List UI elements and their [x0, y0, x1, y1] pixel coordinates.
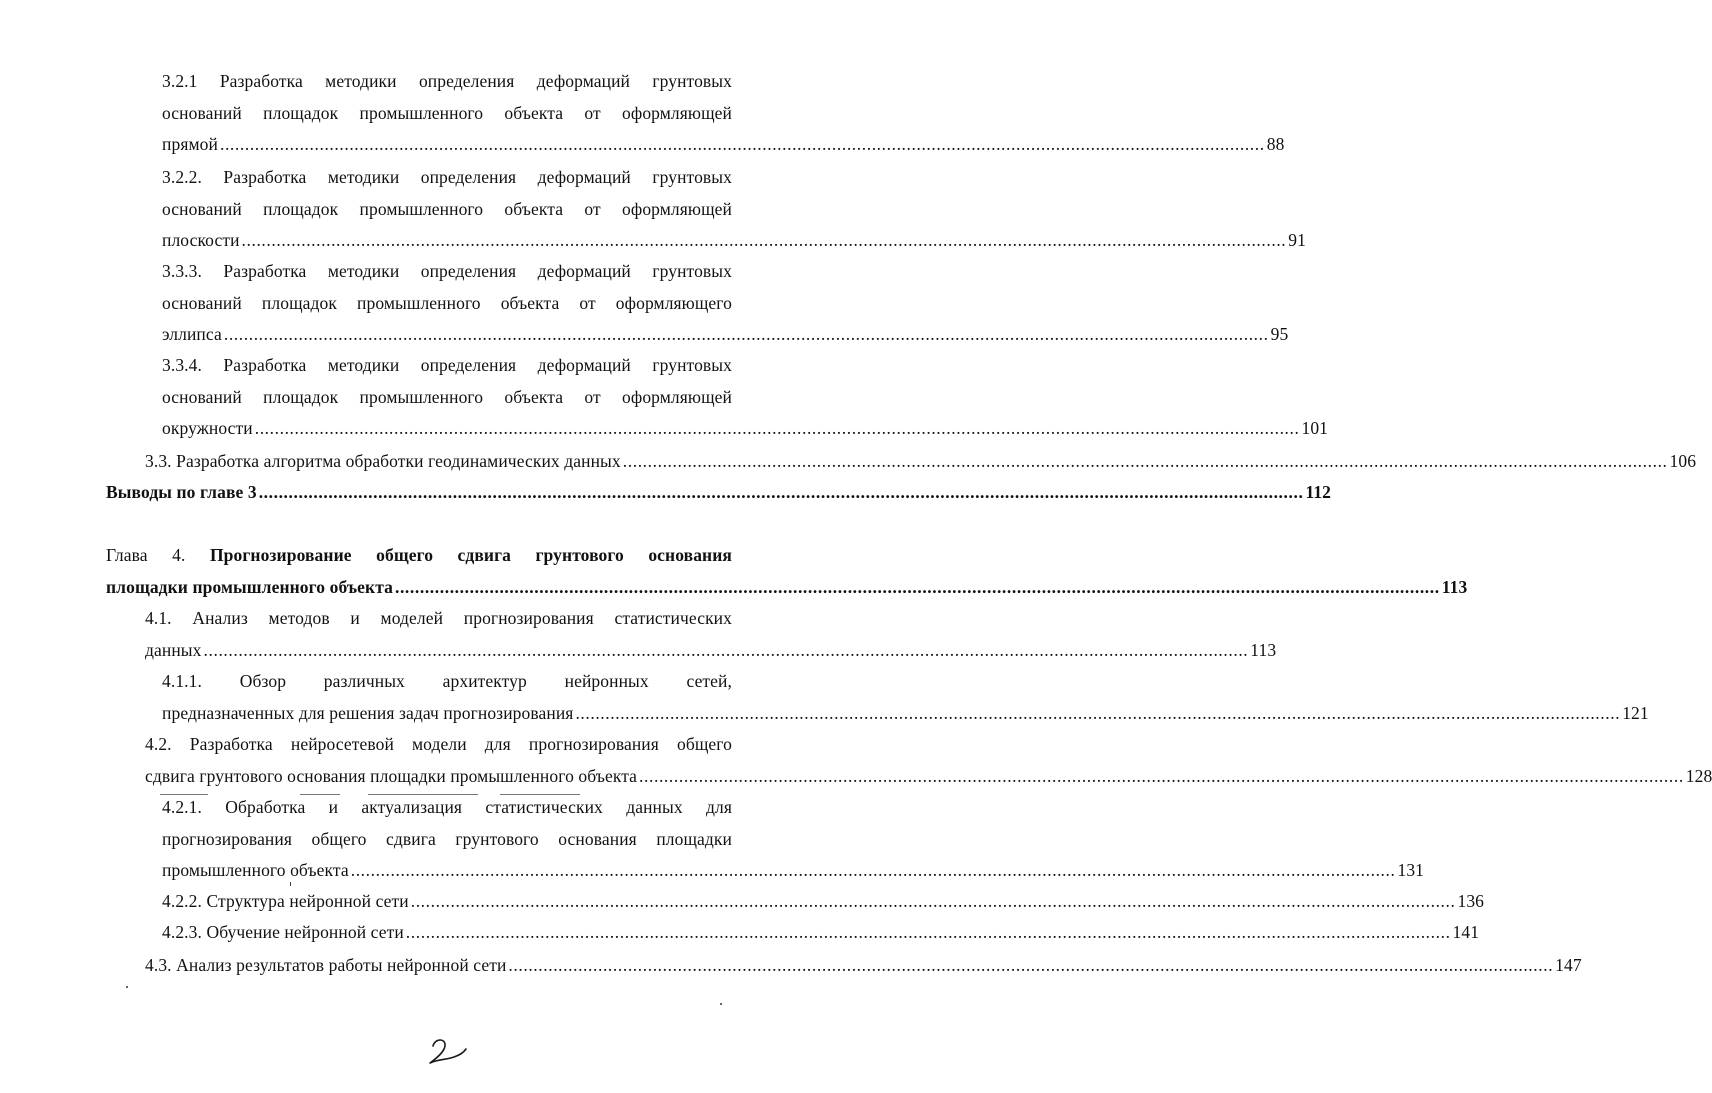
leader-dots — [224, 324, 1269, 344]
toc-line: окружности — [162, 418, 253, 438]
scan-speck — [720, 1003, 722, 1005]
toc-line: эллипса — [162, 324, 222, 344]
leader-dots — [575, 703, 1620, 723]
toc-entry-4-1-1 — [162, 666, 1649, 729]
toc-entry-4-2-1 — [162, 792, 1425, 887]
toc-entry-3-2-2 — [162, 162, 1306, 257]
toc-page-number: 131 — [1397, 860, 1425, 880]
chapter-title: Прогнозирование общего сдвига грунтового основания — [209, 545, 732, 565]
toc-line: 4.2.2. Структура нейронной сети — [162, 891, 409, 911]
toc-page-number: 141 — [1452, 922, 1480, 942]
toc-entry-4-3 — [145, 950, 1582, 982]
toc-entry-3-2-1 — [162, 66, 1285, 161]
toc-page-number: 95 — [1270, 324, 1289, 344]
chapter-prefix: Глава 4. — [106, 545, 186, 565]
toc-line: плоскости — [162, 230, 240, 250]
toc-entry-3-3-4 — [162, 350, 1329, 445]
toc-line: 4.1. Анализ методов и моделей прогнозирования статистических — [145, 608, 732, 628]
leader-dots — [242, 230, 1287, 250]
toc-line: 4.1.1. Обзор различных архитектур нейронных сетей, — [162, 671, 732, 691]
toc-page-number: 91 — [1288, 230, 1306, 250]
toc-line: 3.3.3. Разработка методики определения деформаций грунтовых — [162, 261, 732, 281]
toc-line: 3.3. Разработка алгоритма обработки геодинамических данных — [145, 451, 621, 471]
toc-line: предназначенных для решения задач прогнозирования — [162, 702, 574, 723]
toc-page-number: 136 — [1457, 891, 1485, 911]
toc-entry-4-2-2 — [162, 886, 1485, 918]
toc-line: прогнозирования общего сдвига грунтового основания площадки — [162, 828, 732, 849]
toc-page-number: 112 — [1305, 482, 1332, 502]
toc-page-number: 121 — [1622, 702, 1649, 723]
toc-line: 4.2. Разработка нейросетевой модели для прогнозирования общего — [145, 734, 732, 754]
toc-page-number: 113 — [1250, 639, 1277, 660]
toc-line: 4.2.1. Обработка и актуализация статистических данных для — [162, 797, 732, 817]
toc-entry-3-3 — [145, 446, 1697, 478]
leader-dots — [255, 418, 1300, 438]
leader-dots — [351, 860, 1396, 880]
toc-entry-4-2-3 — [162, 917, 1480, 949]
leader-dots — [220, 134, 1265, 154]
toc-line: 3.2.2. Разработка методики определения деформаций грунтовых — [162, 167, 732, 187]
toc-entry-3-3-3 — [162, 256, 1289, 351]
toc-entry-conclusions-3 — [106, 477, 1332, 509]
leader-dots — [395, 577, 1440, 597]
toc-line: 3.2.1 Разработка методики определения деформаций грунтовых — [162, 71, 732, 91]
toc-line: 4.3. Анализ результатов работы нейронной сети — [145, 955, 507, 975]
leader-dots — [204, 640, 1249, 660]
toc-line: площадки промышленного объекта — [106, 576, 393, 597]
toc-page-number: 101 — [1301, 418, 1329, 438]
toc-page-number: 128 — [1685, 765, 1712, 786]
toc-line: сдвига грунтового основания площадки промышленного объекта — [145, 765, 638, 786]
toc-line: данных — [145, 639, 202, 660]
toc-line: Выводы по главе 3 — [106, 482, 257, 502]
toc-line: оснований площадок промышленного объекта от оформляющей — [162, 386, 732, 407]
toc-line: оснований площадок промышленного объекта от оформляющей — [162, 198, 732, 219]
leader-dots — [406, 922, 1451, 942]
leader-dots — [411, 891, 1456, 911]
leader-dots — [508, 955, 1553, 975]
toc-line: оснований площадок промышленного объекта от оформляющего — [162, 292, 732, 313]
toc-page-number: 113 — [1441, 576, 1468, 597]
leader-dots — [259, 482, 1304, 502]
toc-entry-4-1 — [145, 603, 1277, 666]
handwritten-page-number — [424, 1032, 474, 1072]
toc-page-number: 106 — [1669, 451, 1697, 471]
toc-line: промышленного объекта — [162, 860, 349, 880]
toc-line: прямой — [162, 134, 218, 154]
handwritten-digit — [424, 1032, 474, 1072]
toc-line: 3.3.4. Разработка методики определения деформаций грунтовых — [162, 355, 732, 375]
toc-line: 4.2.3. Обучение нейронной сети — [162, 922, 404, 942]
leader-dots — [623, 451, 1668, 471]
toc-entry-chapter-4 — [106, 540, 1468, 603]
toc-page-number: 88 — [1266, 134, 1285, 154]
toc-line: оснований площадок промышленного объекта от оформляющей — [162, 102, 732, 123]
scan-speck — [290, 882, 291, 886]
leader-dots — [639, 766, 1684, 786]
scan-speck — [126, 986, 128, 988]
toc-page-number: 147 — [1555, 955, 1582, 975]
toc-entry-4-2 — [145, 729, 1712, 792]
